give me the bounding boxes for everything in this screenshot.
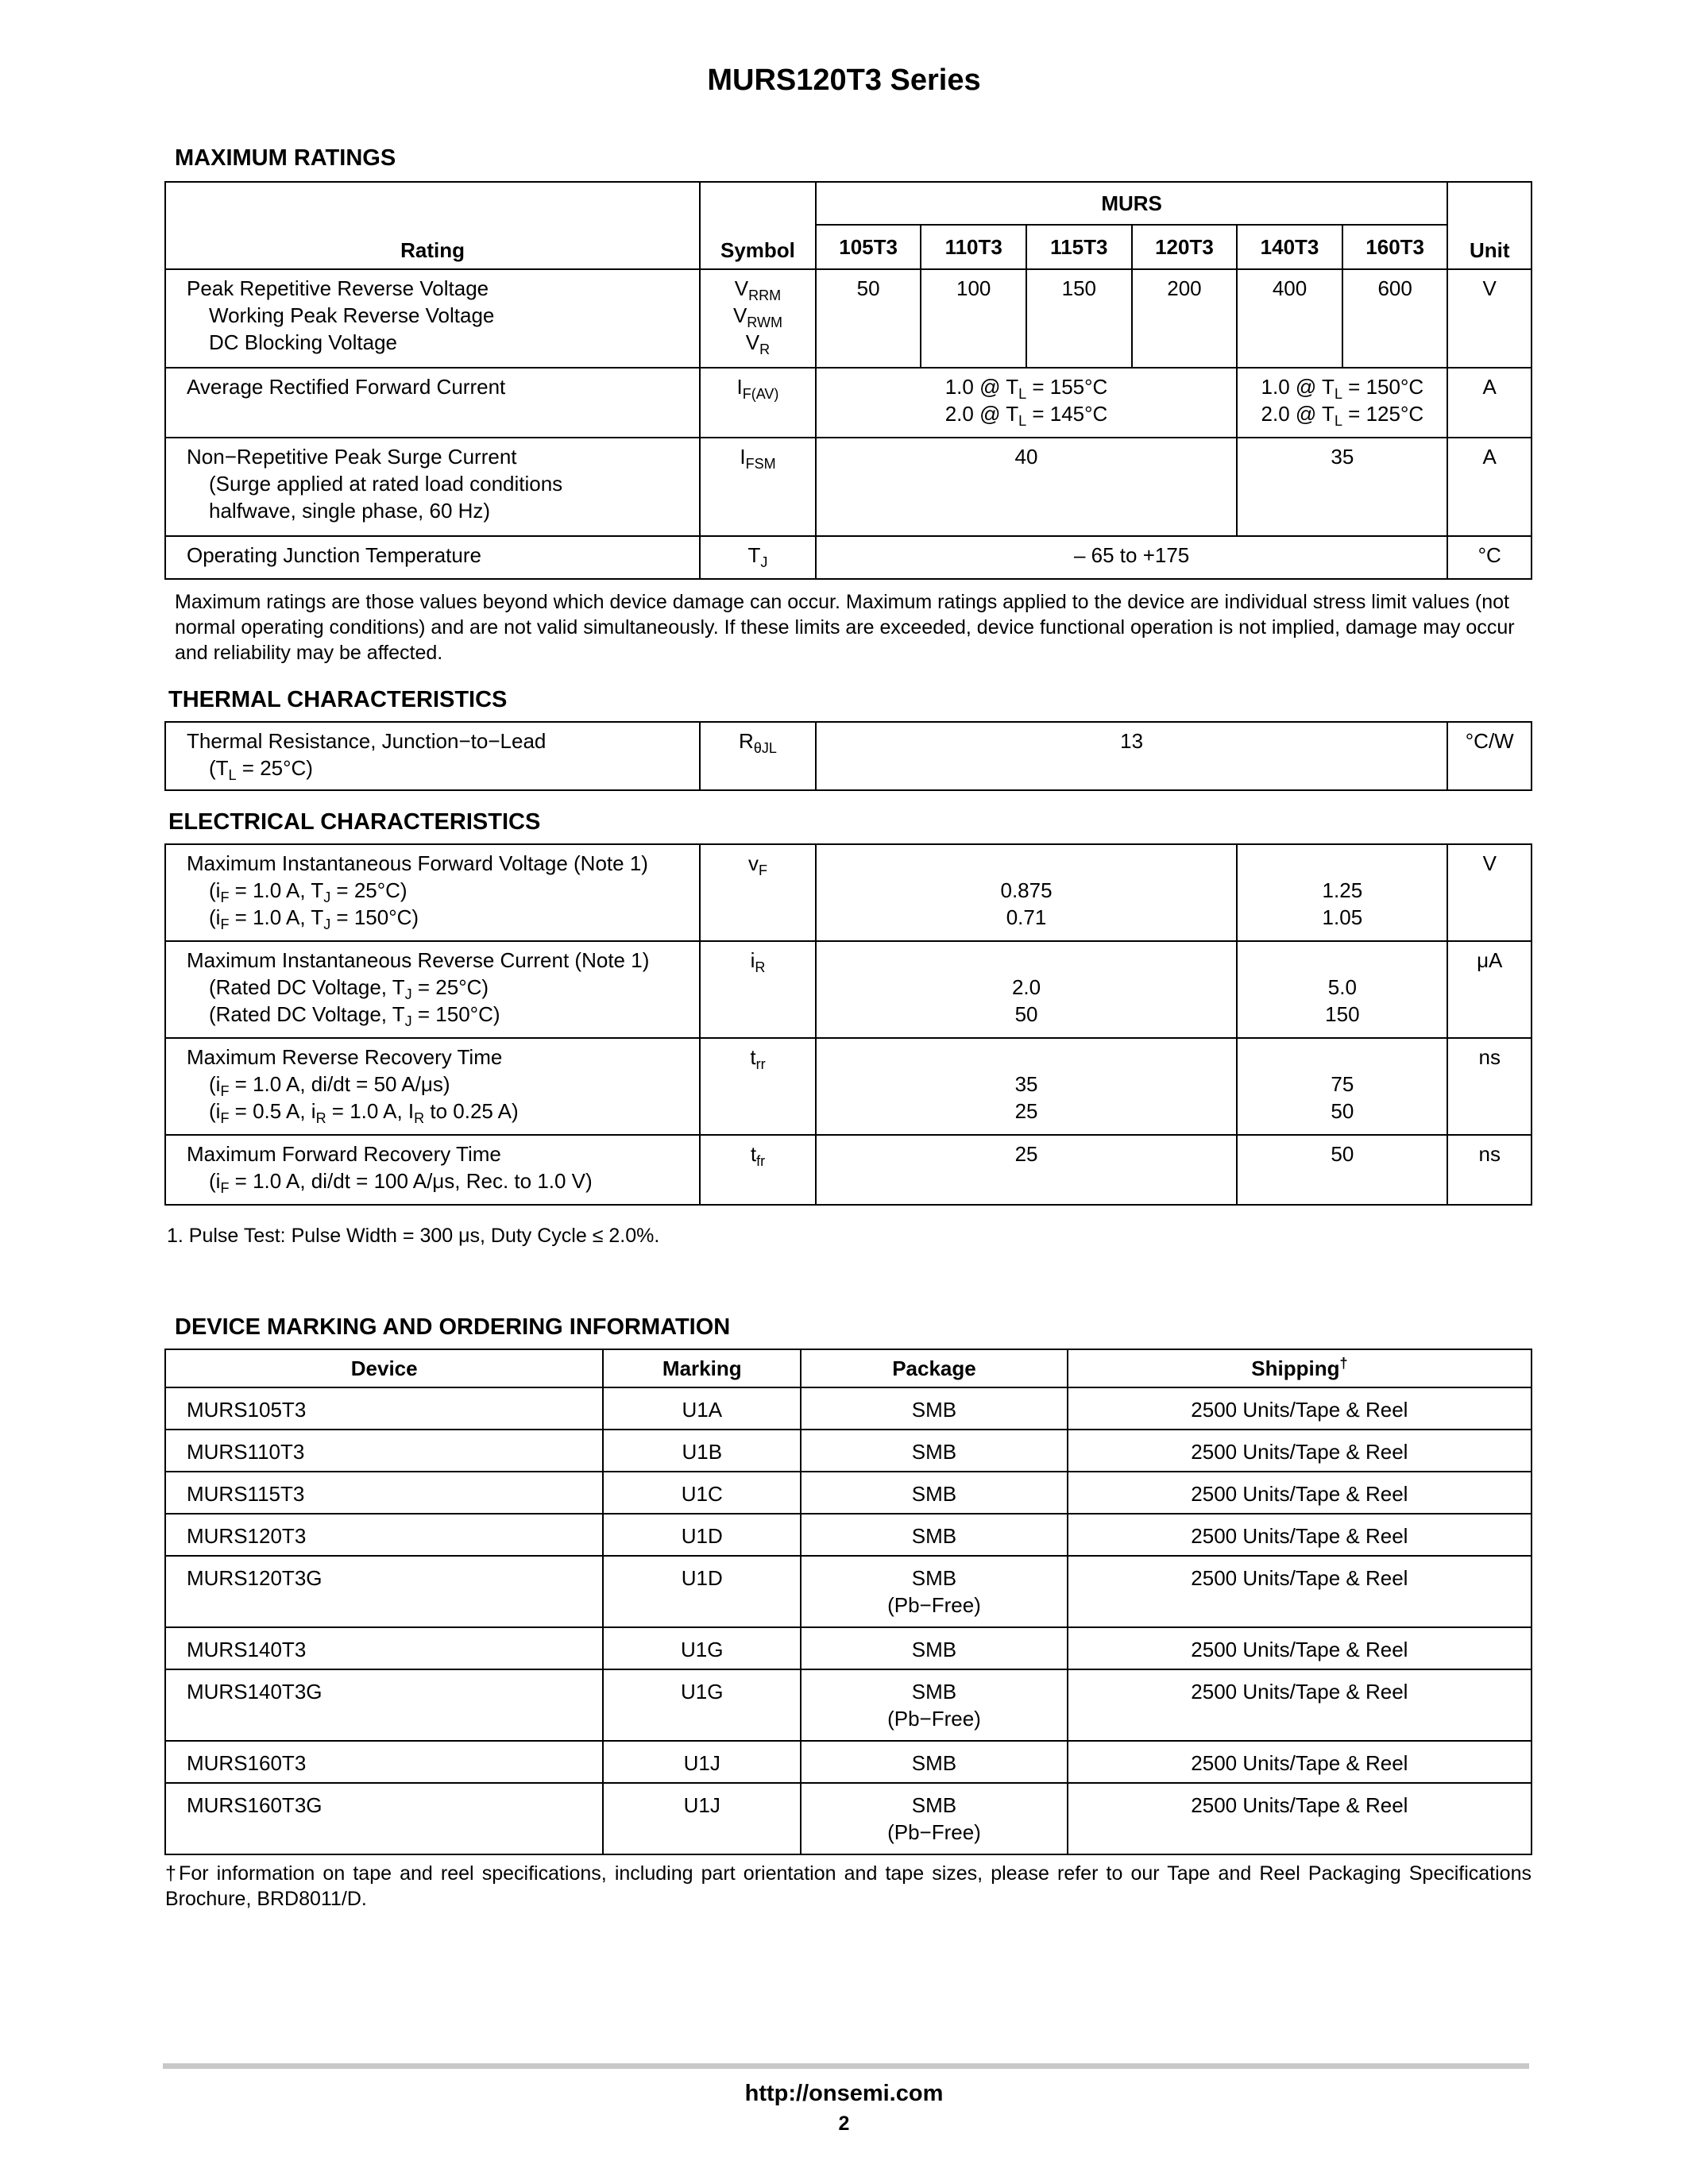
table-row <box>165 941 1532 1038</box>
table-row <box>165 1514 1532 1556</box>
ordering-title: DEVICE MARKING AND ORDERING INFORMATION <box>175 1314 731 1340</box>
marking-cell: U1G <box>603 1669 801 1741</box>
value-cell: 2.0 50 <box>816 941 1237 1038</box>
rating-condition: $(T_L = 25^\circ C)$ <box>209 756 313 783</box>
shipping-cell: 2500 Units/Tape & Reel <box>1068 1514 1532 1556</box>
rating-label: Maximum Instantaneous Reverse Current (Note 1) <box>187 948 650 972</box>
table-row <box>165 536 1532 579</box>
value-cell: 600 <box>1342 269 1448 368</box>
rating-label: DC Blocking Voltage <box>209 330 398 354</box>
rating-label: Peak Repetitive Reverse Voltage <box>187 276 489 300</box>
symbol: $i_R$ <box>700 941 816 1038</box>
max-ratings-title: MAXIMUM RATINGS <box>175 145 396 171</box>
ordering-footnote: †For information on tape and reel specifications, including part orientation and tape sizes, please refer to our Tape and Reel Packaging Specifications Brochure, BRD8011/D. <box>165 1862 1532 1910</box>
col-part: 140T3 <box>1237 225 1342 269</box>
electrical-table <box>164 843 1532 1206</box>
shipping-cell: 2500 Units/Tape & Reel <box>1068 1430 1532 1472</box>
page-title: MURS120T3 Series <box>707 64 981 97</box>
symbol: $V_{RWM}$ <box>732 303 782 330</box>
package-cell: SMB <box>801 1514 1068 1556</box>
value-cell: 75 50 <box>1237 1038 1447 1135</box>
table-row <box>165 1135 1532 1205</box>
device-cell: MURS105T3 <box>165 1387 603 1430</box>
symbol: $v_F$ <box>700 844 816 941</box>
device-cell: MURS115T3 <box>165 1472 603 1514</box>
device-cell: MURS160T3 <box>165 1741 603 1783</box>
shipping-cell: 2500 Units/Tape & Reel <box>1068 1669 1532 1741</box>
shipping-cell: 2500 Units/Tape & Reel <box>1068 1783 1532 1854</box>
package-cell: SMB <box>801 1387 1068 1430</box>
table-row <box>165 1783 1532 1854</box>
footer-divider <box>163 2063 1529 2069</box>
marking-cell: U1J <box>603 1741 801 1783</box>
symbol: $R_{\theta JL}$ <box>700 722 816 790</box>
rating-label: Maximum Forward Recovery Time <box>187 1142 501 1166</box>
device-cell: MURS120T3 <box>165 1514 603 1556</box>
marking-cell: U1A <box>603 1387 801 1430</box>
value-cell: 0.875 0.71 <box>816 844 1237 941</box>
value-cell: 150 <box>1026 269 1132 368</box>
symbol: $I_{F(AV)}$ <box>700 368 816 438</box>
table-row <box>165 1741 1532 1783</box>
rating-condition: ($i_F = 1.0$ A, $T_J = 150^\circ C$) <box>209 905 419 932</box>
rating-condition: ($i_F = 0.5$ A, $i_R = 1.0$ A, $I_R$ to 0.25 A) <box>209 1099 519 1126</box>
value-cell: 50 <box>816 269 921 368</box>
value-cell: 5.0 150 <box>1237 941 1447 1038</box>
value-cell: 1.25 1.05 <box>1237 844 1447 941</box>
device-cell: MURS160T3G <box>165 1783 603 1854</box>
value-cell: 35 <box>1237 438 1447 536</box>
unit-cell: A <box>1447 438 1532 536</box>
symbol: $t_{fr}$ <box>700 1135 816 1205</box>
device-cell: MURS140T3 <box>165 1627 603 1669</box>
marking-cell: U1C <box>603 1472 801 1514</box>
table-row <box>165 1472 1532 1514</box>
rating-label: (Surge applied at rated load conditions <box>209 472 563 496</box>
col-group-murs: MURS <box>816 182 1448 225</box>
unit-cell: ns <box>1447 1038 1532 1135</box>
rating-condition: (Rated DC Voltage, $T_J = 25^\circ C$) <box>209 975 489 1002</box>
electrical-title: ELECTRICAL CHARACTERISTICS <box>168 809 541 835</box>
device-cell: MURS120T3G <box>165 1556 603 1627</box>
device-cell: MURS140T3G <box>165 1669 603 1741</box>
marking-cell: U1B <box>603 1430 801 1472</box>
col-part: 160T3 <box>1342 225 1448 269</box>
rating-label: Thermal Resistance, Junction−to−Lead <box>187 729 547 753</box>
col-part: 120T3 <box>1132 225 1238 269</box>
rating-label: Maximum Reverse Recovery Time <box>187 1045 503 1069</box>
table-row <box>165 722 1532 790</box>
table-row <box>165 1627 1532 1669</box>
thermal-table <box>164 721 1532 791</box>
value-cell: – 65 to +175 <box>816 536 1448 579</box>
package-cell: SMB <box>801 1472 1068 1514</box>
marking-cell: U1D <box>603 1556 801 1627</box>
thermal-title: THERMAL CHARACTERISTICS <box>168 687 508 712</box>
rating-label: Working Peak Reverse Voltage <box>209 303 495 327</box>
shipping-cell: 2500 Units/Tape & Reel <box>1068 1387 1532 1430</box>
max-ratings-note: Maximum ratings are those values beyond which device damage can occur. Maximum ratings applied to the device are individual stress limit values (not normal operating conditions) and are not valid simultaneously. If these limits are exceeded, device functional operation is not implied, damage may occur and reliability may be affected. <box>175 591 1515 664</box>
rating-label: Average Rectified Forward Current <box>165 368 700 438</box>
electrical-footnote: 1. Pulse Test: Pulse Width = 300 μs, Duty Cycle ≤ 2.0%. <box>167 1225 660 1247</box>
col-marking: Marking <box>603 1349 801 1387</box>
col-part: 115T3 <box>1026 225 1132 269</box>
rating-label: Maximum Instantaneous Forward Voltage (Note 1) <box>187 851 648 875</box>
marking-cell: U1G <box>603 1627 801 1669</box>
shipping-cell: 2500 Units/Tape & Reel <box>1068 1556 1532 1627</box>
col-symbol: Symbol <box>700 182 816 269</box>
col-unit: Unit <box>1447 182 1532 269</box>
footer-url[interactable]: http://onsemi.com <box>744 2081 944 2106</box>
package-cell: SMB <box>801 1627 1068 1669</box>
shipping-cell: 2500 Units/Tape & Reel <box>1068 1472 1532 1514</box>
value-cell: 100 <box>921 269 1026 368</box>
table-row <box>165 1669 1532 1741</box>
package-cell: SMB <box>801 1430 1068 1472</box>
unit-cell: A <box>1447 368 1532 438</box>
col-part: 110T3 <box>921 225 1026 269</box>
unit-cell: °C <box>1447 536 1532 579</box>
value-cell: 50 <box>1237 1135 1447 1205</box>
ordering-table <box>164 1349 1532 1855</box>
table-row <box>165 269 1532 368</box>
package-cell: SMB <box>801 1741 1068 1783</box>
table-row <box>165 844 1532 941</box>
value-cell: 40 <box>816 438 1237 536</box>
rating-condition: ($i_F = 1.0$ A, di/dt = 100 A/μs, Rec. to 1.0 V) <box>209 1169 593 1196</box>
rating-condition: ($i_F = 1.0$ A, di/dt = 50 A/μs) <box>209 1072 450 1099</box>
shipping-cell: 2500 Units/Tape & Reel <box>1068 1741 1532 1783</box>
shipping-cell: 2500 Units/Tape & Reel <box>1068 1627 1532 1669</box>
rating-label: Operating Junction Temperature <box>165 536 700 579</box>
rating-condition: ($i_F = 1.0$ A, $T_J = 25^\circ C$) <box>209 878 408 905</box>
table-row <box>165 1556 1532 1627</box>
unit-cell: V <box>1447 269 1532 368</box>
value-cell: 25 <box>816 1135 1237 1205</box>
value-cell: 200 <box>1132 269 1238 368</box>
rating-label: Non−Repetitive Peak Surge Current <box>187 445 517 469</box>
page-number: 2 <box>838 2113 850 2135</box>
col-package: Package <box>801 1349 1068 1387</box>
symbol: $V_{RRM}$ <box>734 276 782 303</box>
symbol: $V_R$ <box>745 330 771 357</box>
value-cell: 1.0 @ $T_L = 150^\circ C$ 2.0 @ $T_L = 125^\circ C$ <box>1237 368 1447 438</box>
table-row <box>165 1038 1532 1135</box>
marking-cell: U1J <box>603 1783 801 1854</box>
value-cell: 13 <box>816 722 1448 790</box>
col-rating: Rating <box>165 182 700 269</box>
package-cell: SMB (Pb−Free) <box>801 1556 1068 1627</box>
col-device: Device <box>165 1349 603 1387</box>
symbol: $t_{rr}$ <box>700 1038 816 1135</box>
table-row <box>165 368 1532 438</box>
device-cell: MURS110T3 <box>165 1430 603 1472</box>
package-cell: SMB (Pb−Free) <box>801 1783 1068 1854</box>
symbol: $T_J$ <box>700 536 816 579</box>
table-row <box>165 438 1532 536</box>
table-row <box>165 1387 1532 1430</box>
rating-label: halfwave, single phase, 60 Hz) <box>209 499 491 523</box>
unit-cell: °C/W <box>1447 722 1532 790</box>
unit-cell: V <box>1447 844 1532 941</box>
value-cell: 35 25 <box>816 1038 1237 1135</box>
value-cell: 400 <box>1237 269 1342 368</box>
marking-cell: U1D <box>603 1514 801 1556</box>
unit-cell: μA <box>1447 941 1532 1038</box>
table-row <box>165 1430 1532 1472</box>
value-cell: 1.0 @ $T_L = 155^\circ C$ 2.0 @ $T_L = 145^\circ C$ <box>816 368 1237 438</box>
col-shipping: Shipping† <box>1068 1349 1532 1387</box>
package-cell: SMB (Pb−Free) <box>801 1669 1068 1741</box>
rating-condition: (Rated DC Voltage, $T_J = 150^\circ C$) <box>209 1002 500 1029</box>
symbol: $I_{FSM}$ <box>700 438 816 536</box>
unit-cell: ns <box>1447 1135 1532 1205</box>
col-part: 105T3 <box>816 225 921 269</box>
max-ratings-table <box>164 181 1532 580</box>
